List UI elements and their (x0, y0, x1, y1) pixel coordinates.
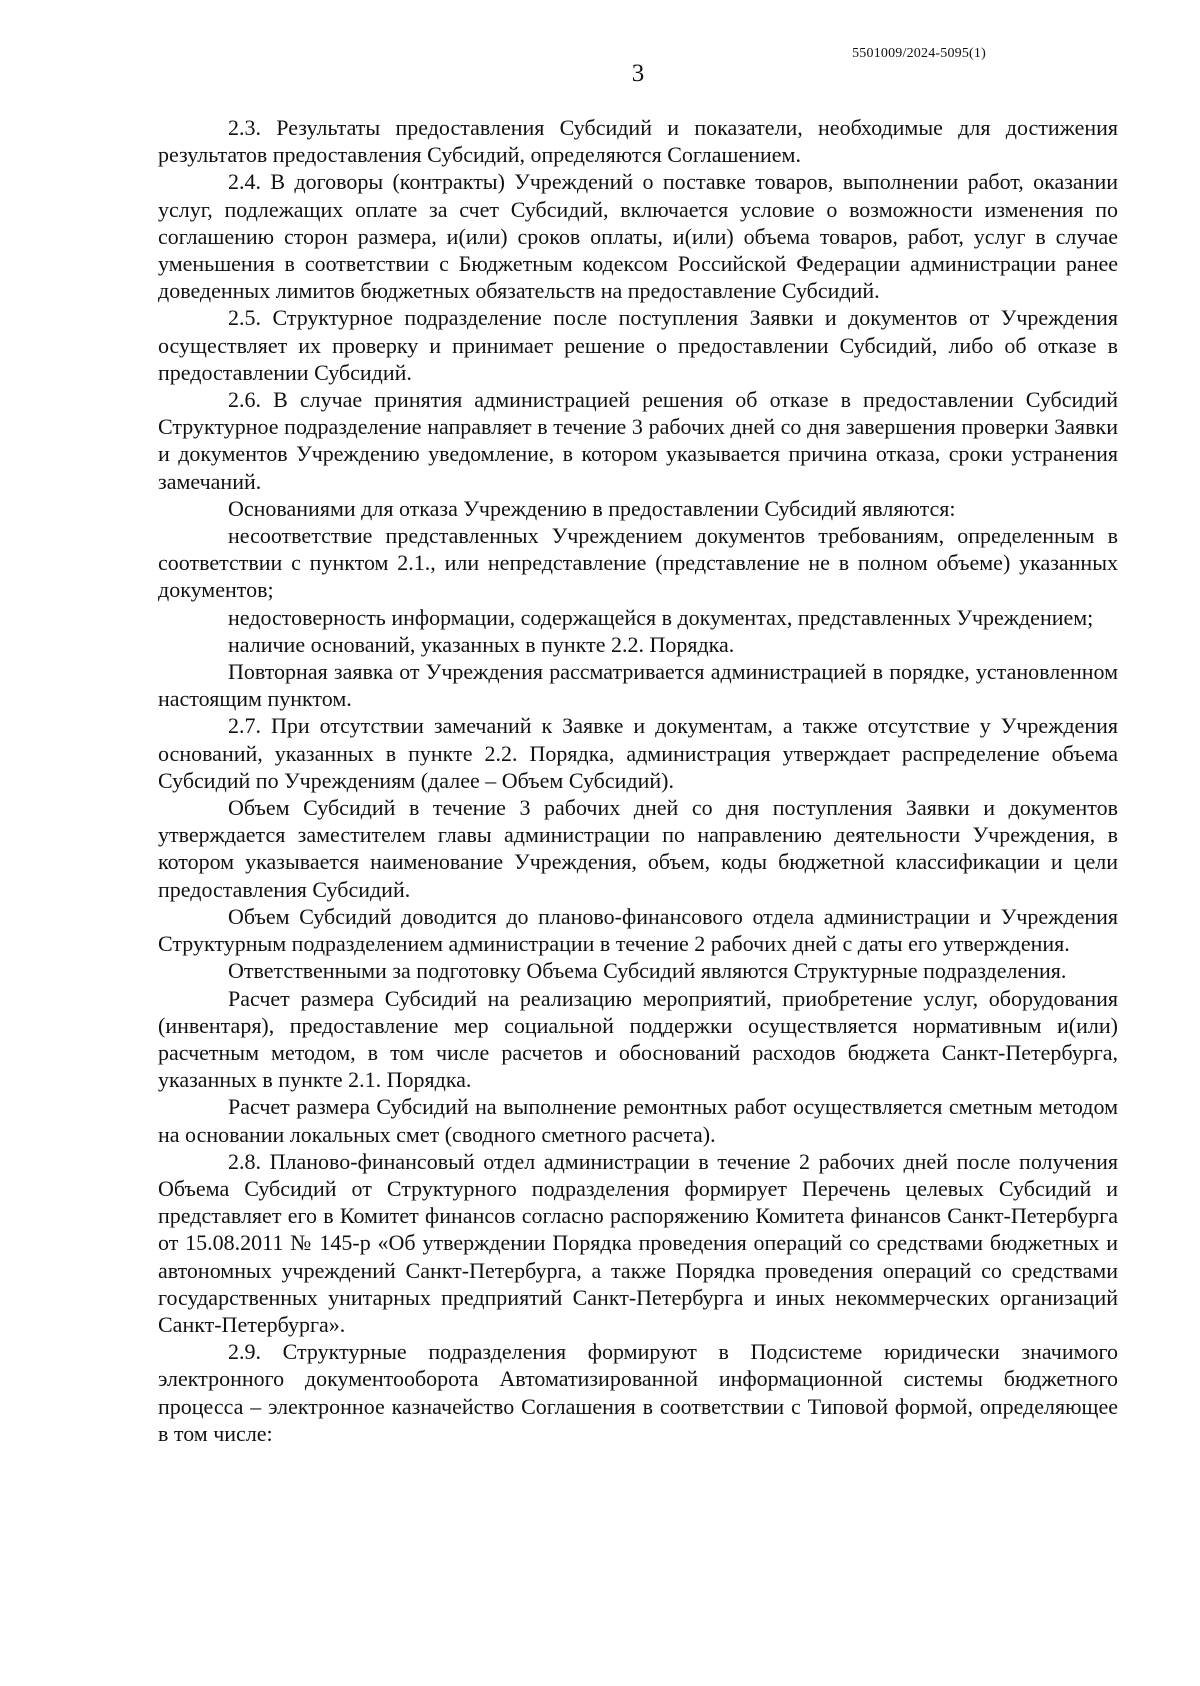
paragraph-2-8: 2.8. Планово-финансовый отдел администрации в течение 2 рабочих дней после получения Объема Субсидий от Структурного подразделения формирует Перечень целевых Субсидий и представляет его в Комитет финансов согласно распоряжению Комитета финансов Санкт-Петербурга от 15.08.2011 № 145-р «Об утверждении Порядка проведения операций со средствами бюджетных и автономных учреждений Санкт-Петербурга, а также Порядка проведения операций со средствами государственных унитарных предприятий Санкт-Петербурга и иных некоммерческих организаций Санкт-Петербурга». (158, 1148, 1118, 1337)
paragraph-2-4: 2.4. В договоры (контракты) Учреждений о поставке товаров, выполнении работ, оказании услуг, подлежащих оплате за счет Субсидий, включается условие о возможности изменения по соглашению сторон размера, и(или) сроков оплаты, и(или) объема товаров, работ, услуг в случае уменьшения в соответствии с Бюджетным кодексом Российской Федерации администрации ранее доведенных лимитов бюджетных обязательств на предоставление Субсидий. (158, 169, 1118, 304)
paragraph-2-5: 2.5. Структурное подразделение после поступления Заявки и документов от Учреждения осуществляет их проверку и принимает решение о предоставлении Субсидий, либо об отказе в предоставлении Субсидий. (158, 305, 1118, 385)
paragraph-repeat-application: Повторная заявка от Учреждения рассматривается администрацией в порядке, установленном настоящим пунктом. (158, 659, 1118, 712)
paragraph-2-6: 2.6. В случае принятия администрацией решения об отказе в предоставлении Субсидий Структурное подразделение направляет в течение 3 рабочих дней со дня завершения проверки Заявки и документов Учреждению уведомление, в котором указывается причина отказа, сроки устранения замечаний. (158, 387, 1118, 494)
document-body (158, 114, 1118, 1447)
document-registration-number: 5501009/2024-5095(1) (852, 46, 986, 61)
paragraph-volume-notification: Объем Субсидий доводится до планово-финансового отдела администрации и Учреждения Структурным подразделением администрации в течение 2 рабочих дней с даты его утверждения. (158, 903, 1118, 957)
paragraph-refusal-grounds: Основаниями для отказа Учреждению в предоставлении Субсидий являются: (228, 495, 956, 521)
paragraph-responsible: Ответственными за подготовку Объема Субсидий являются Структурные подразделения. (228, 958, 1067, 984)
paragraph-volume-approval: Объем Субсидий в течение 3 рабочих дней со дня поступления Заявки и документов утверждается заместителем главы администрации по направлению деятельности Учреждения, в котором указывается наименование Учреждения, объем, коды бюджетной классификации и цели предоставления Субсидий. (158, 795, 1118, 902)
paragraph-refusal-ground-1: несоответствие представленных Учреждением документов требованиям, определенным в соответствии с пунктом 2.1., или непредставление (представление не в полном объеме) указанных документов; (158, 523, 1118, 603)
paragraph-2-7: 2.7. При отсутствии замечаний к Заявке и документам, а также отсутствие у Учреждения оснований, указанных в пункте 2.2. Порядка, администрация утверждает распределение объема Субсидий по Учреждениям (далее – Объем Субсидий). (158, 713, 1118, 793)
page-number: 3 (631, 60, 645, 87)
paragraph-refusal-ground-3: наличие оснований, указанных в пункте 2.2. Порядка. (228, 631, 735, 657)
paragraph-refusal-ground-2: недостоверность информации, содержащейся в документах, представленных Учреждением; (228, 604, 1094, 630)
paragraph-2-9: 2.9. Структурные подразделения формируют в Подсистеме юридически значимого электронного документооборота Автоматизированной информационной системы бюджетного процесса – электронное казначейство Соглашения в соответствии с Типовой формой, определяющее в том числе: (158, 1339, 1118, 1446)
paragraph-calculation-repair: Расчет размера Субсидий на выполнение ремонтных работ осуществляется сметным методом на основании локальных смет (сводного сметного расчета). (158, 1094, 1118, 1147)
paragraph-calculation-events: Расчет размера Субсидий на реализацию мероприятий, приобретение услуг, оборудования (инвентаря), предоставление мер социальной поддержки осуществляется нормативным и(или) расчетным методом, в том числе расчетов и обоснований расходов бюджета Санкт-Петербурга, указанных в пункте 2.1. Порядка. (158, 985, 1118, 1093)
paragraph-2-3: 2.3. Результаты предоставления Субсидий и показатели, необходимые для достижения результатов предоставления Субсидий, определяются Соглашением. (158, 115, 1118, 168)
